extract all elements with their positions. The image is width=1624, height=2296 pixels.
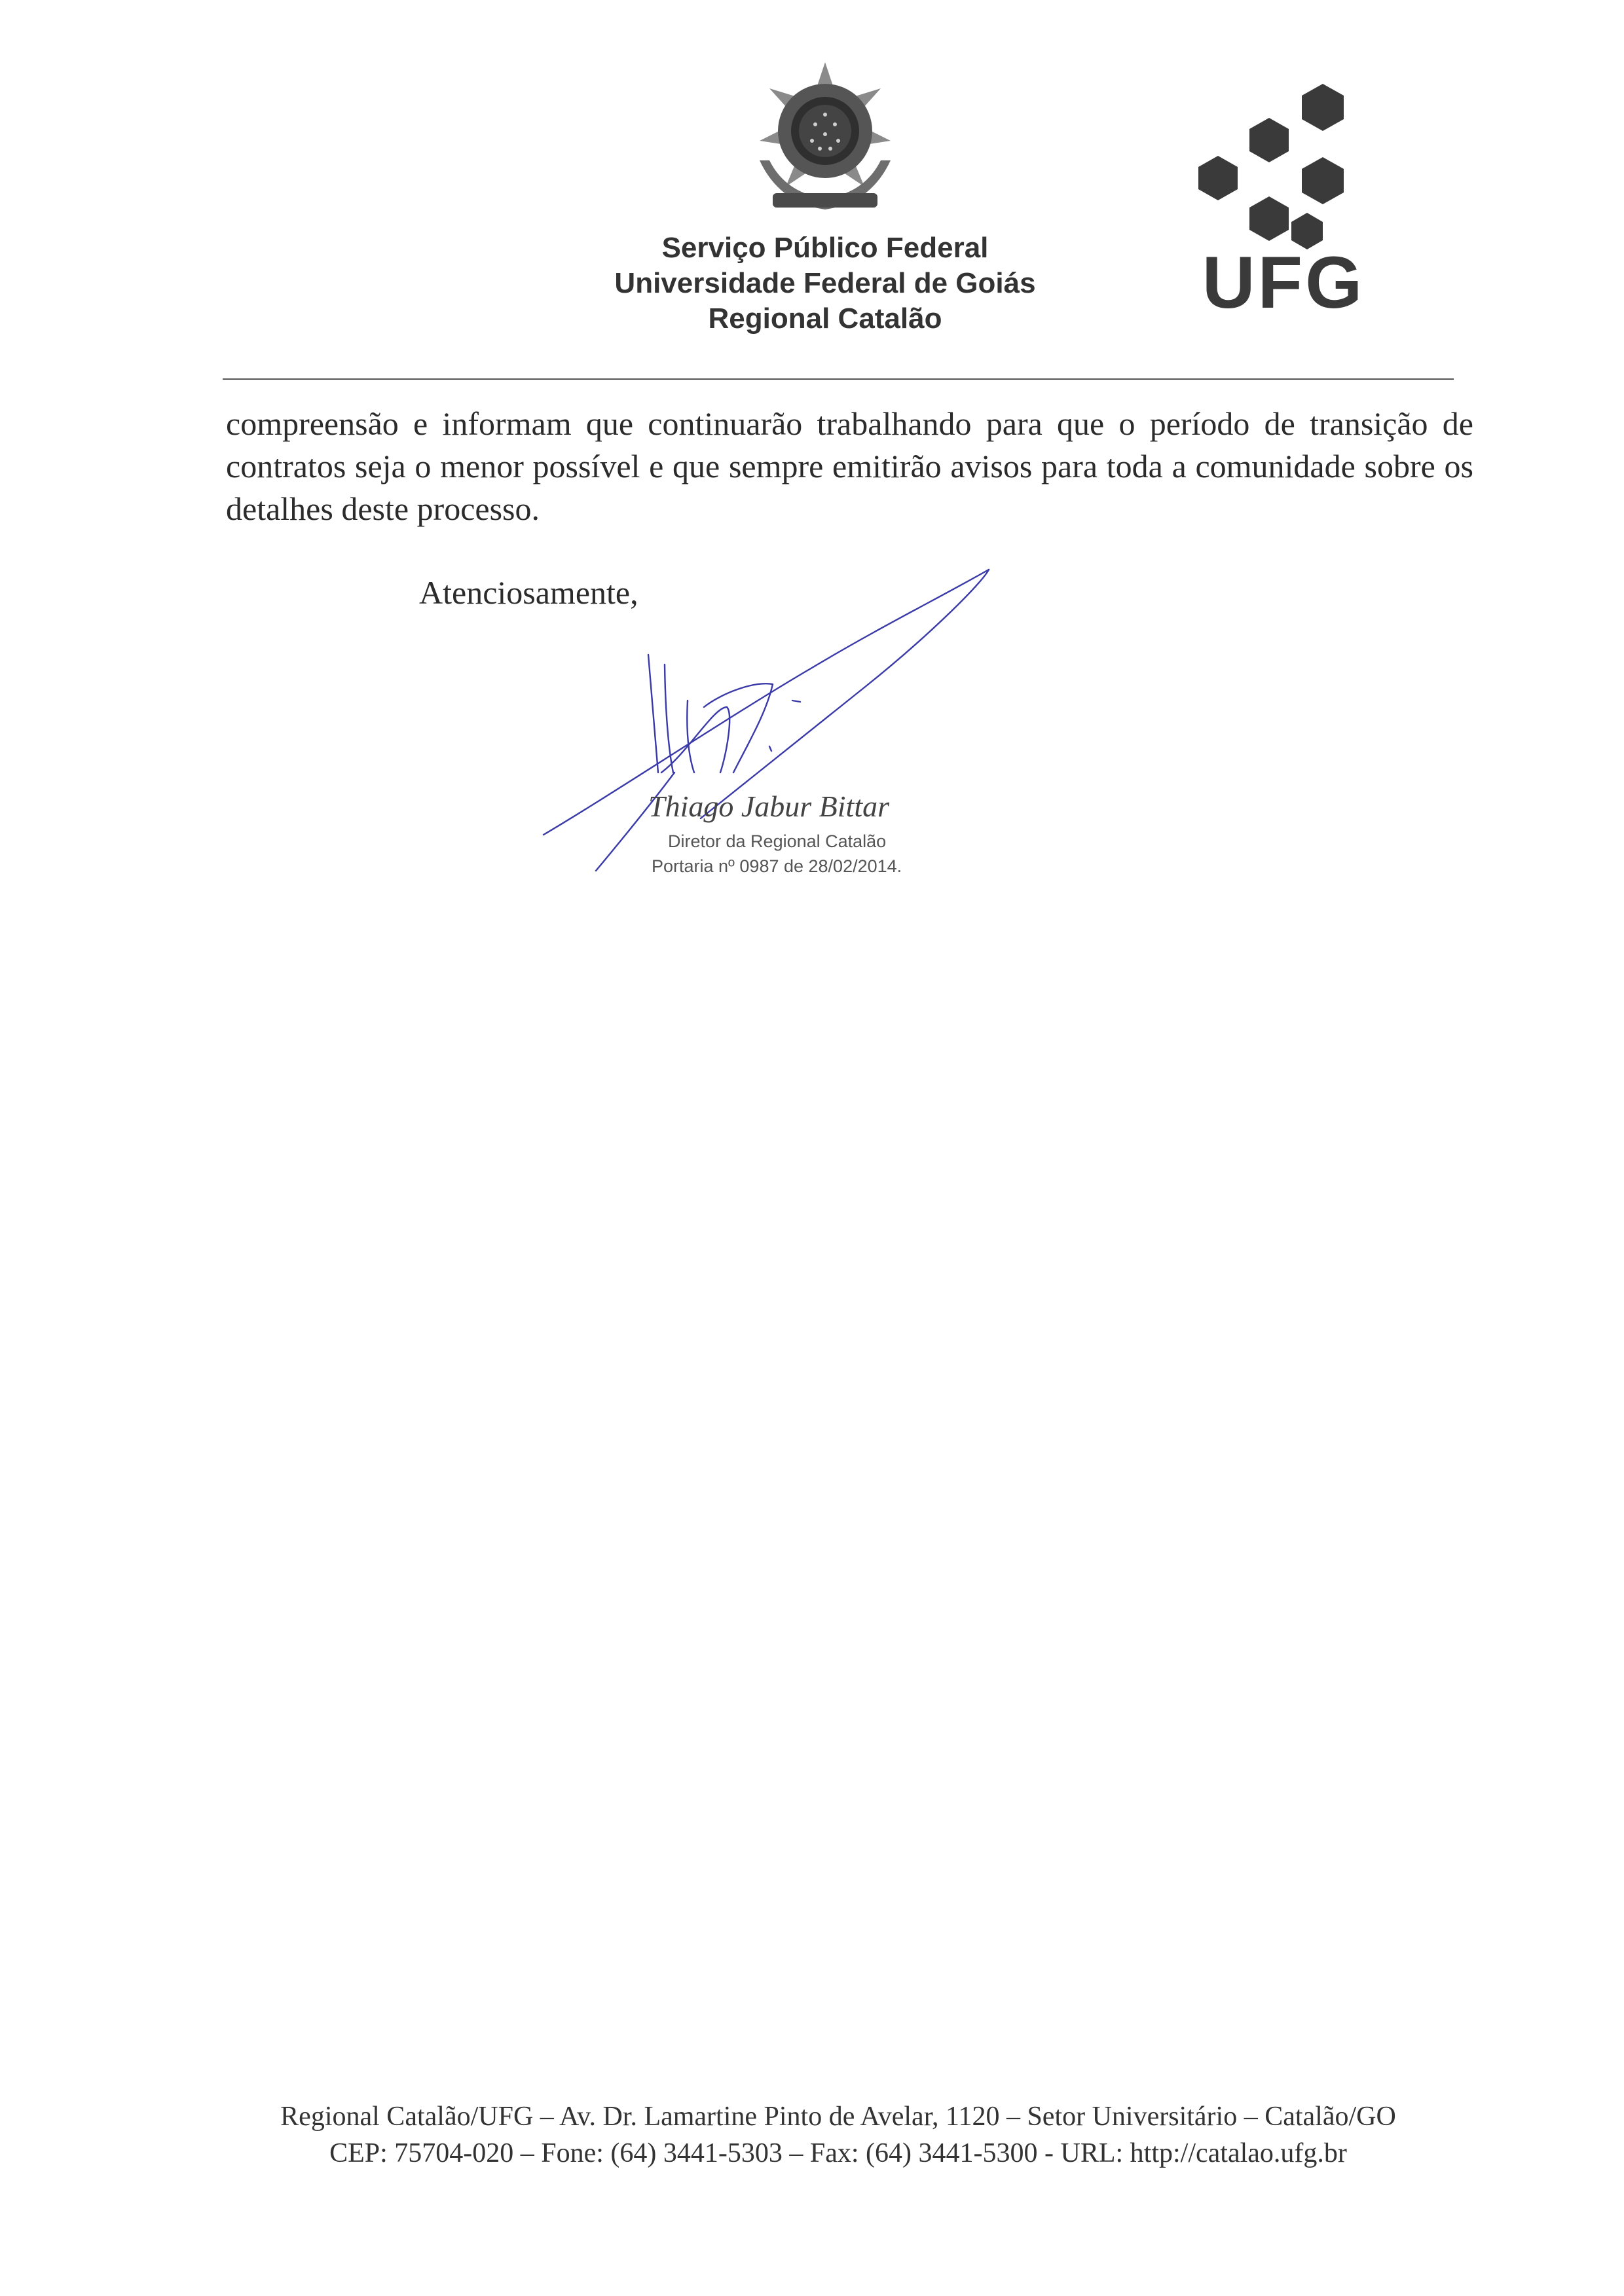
- header-line-regional: Regional Catalão: [708, 302, 942, 335]
- signer-portaria: Portaria nº 0987 de 28/02/2014.: [652, 856, 902, 876]
- header-divider: [223, 378, 1454, 380]
- closing-salutation: Atenciosamente,: [419, 574, 638, 611]
- footer-contact: CEP: 75704-020 – Fone: (64) 3441-5303 – Fax: (64) 3441-5300 - URL: http://catalao.ufg.br: [329, 2138, 1347, 2168]
- signer-role: Diretor da Regional Catalão: [668, 831, 887, 851]
- body-line: compreensão e informam que continuarão trabalhando para que o período de transição de: [226, 405, 1473, 442]
- letter-body: [226, 403, 1473, 530]
- body-line: contratos seja o menor possível e que sempre emitirão avisos para toda a comunidade sobre os: [226, 448, 1473, 484]
- ufg-logo-text: UFG: [1202, 242, 1365, 321]
- page-footer: [236, 2098, 1441, 2172]
- ufg-logo: [1192, 79, 1375, 321]
- footer-address: Regional Catalão/UFG – Av. Dr. Lamartine Pinto de Avelar, 1120 – Setor Universitário – Catalão/GO: [280, 2102, 1396, 2132]
- body-line: detalhes deste processo.: [226, 490, 540, 527]
- institution-header: [563, 230, 1087, 337]
- header-line-service: Serviço Público Federal: [661, 232, 989, 264]
- header-line-university: Universidade Federal de Goiás: [614, 267, 1036, 299]
- signer-name: Thiago Jabur Bittar: [648, 790, 890, 823]
- coat-of-arms-emblem: [733, 62, 917, 226]
